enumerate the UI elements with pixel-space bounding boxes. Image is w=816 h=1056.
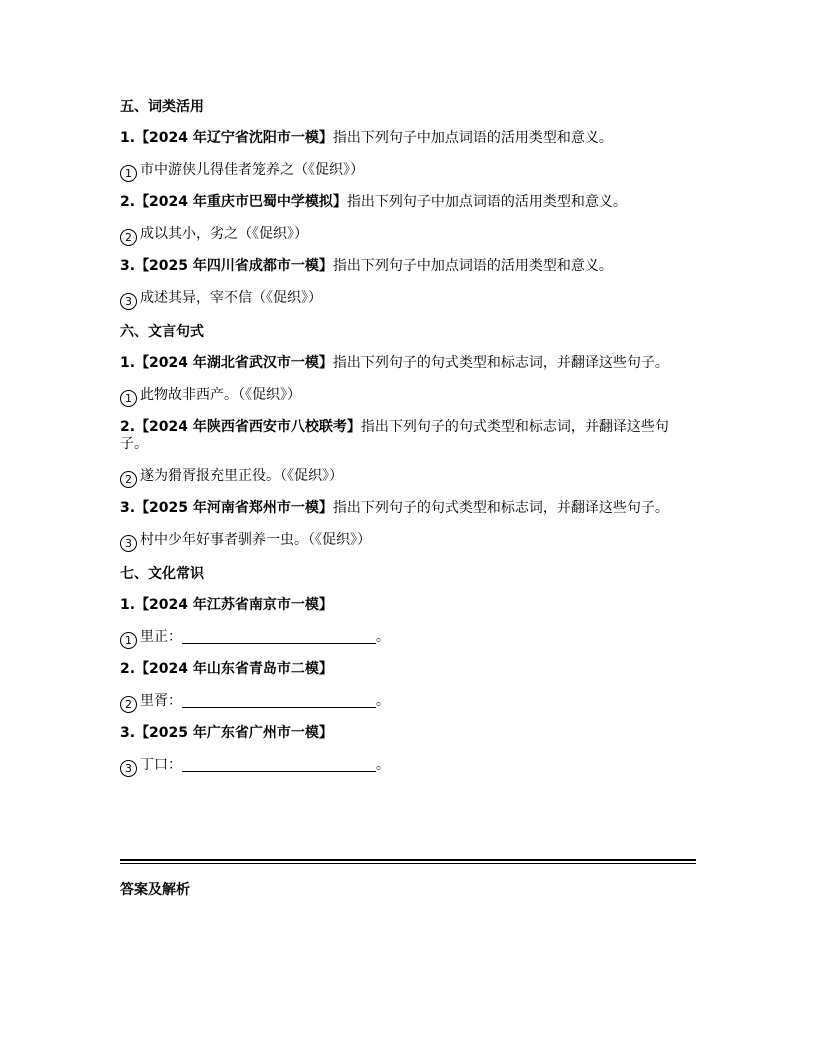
fill-blank-item — [120, 755, 696, 777]
question-5-2 — [120, 194, 696, 211]
question-item — [120, 288, 696, 310]
item-text: 此物故非西产。（《促织》） — [140, 387, 301, 403]
section-heading-word-class: 五、词类活用 — [120, 99, 204, 115]
question-source-tag: 【2024 年山东省青岛市二模】 — [135, 661, 333, 677]
question-number: 1. — [120, 597, 136, 613]
question-6-2 — [120, 419, 696, 453]
item-text: 市中游侠儿得佳者笼养之（《促织》） — [140, 162, 364, 178]
circled-number-icon: 3 — [120, 535, 137, 552]
circled-number-icon: 2 — [120, 229, 137, 246]
question-7-1 — [120, 597, 696, 614]
answer-blank[interactable] — [182, 629, 376, 644]
item-text: 成述其异，宰不信（《促织》） — [140, 290, 322, 306]
item-text: 遂为猾胥报充里正役。（《促织》） — [140, 468, 343, 484]
question-number: 3. — [120, 500, 136, 516]
section-heading-sentence-patterns: 六、文言句式 — [120, 324, 204, 340]
question-number: 1. — [120, 355, 136, 371]
item-text: 村中少年好事者驯养一虫。（《促织》） — [140, 532, 371, 548]
question-number: 2. — [120, 194, 136, 210]
question-5-3 — [120, 258, 696, 275]
question-number: 3. — [120, 725, 136, 741]
question-7-2 — [120, 661, 696, 678]
blank-end-punct: 。 — [376, 693, 390, 709]
answer-section-heading: 答案及解析 — [120, 882, 190, 898]
question-prompt: 指出下列句子中加点词语的活用类型和意义。 — [332, 130, 613, 146]
question-7-3 — [120, 725, 696, 742]
question-source-tag: 【2024 年江苏省南京市一模】 — [135, 597, 333, 613]
answer-blank[interactable] — [182, 757, 376, 772]
blank-end-punct: 。 — [376, 629, 390, 645]
question-number: 3. — [120, 258, 136, 274]
question-source-tag: 【2024 年重庆市巴蜀中学模拟】 — [135, 194, 347, 210]
fill-blank-item — [120, 627, 696, 649]
question-item — [120, 466, 696, 488]
item-text: 成以其小，劣之（《促织》） — [140, 226, 308, 242]
question-item — [120, 160, 696, 182]
term-label: 里正： — [140, 629, 182, 645]
answer-blank[interactable] — [182, 693, 376, 708]
blank-end-punct: 。 — [376, 757, 390, 773]
question-number: 2. — [120, 661, 136, 677]
question-source-tag: 【2024 年湖北省武汉市一模】 — [135, 355, 333, 371]
divider-thick-line — [120, 859, 696, 861]
question-item — [120, 385, 696, 407]
section-heading-cultural-knowledge: 七、文化常识 — [120, 566, 204, 582]
circled-number-icon: 1 — [120, 390, 137, 407]
section-divider — [120, 859, 696, 864]
circled-number-icon: 3 — [120, 293, 137, 310]
question-prompt: 指出下列句子中加点词语的活用类型和意义。 — [346, 194, 627, 210]
question-6-1 — [120, 355, 696, 372]
question-source-tag: 【2025 年广东省广州市一模】 — [135, 725, 333, 741]
question-prompt: 指出下列句子的句式类型和标志词，并翻译这些句子。 — [120, 419, 669, 452]
question-prompt: 指出下列句子的句式类型和标志词，并翻译这些句子。 — [332, 355, 669, 371]
question-source-tag: 【2025 年四川省成都市一模】 — [135, 258, 333, 274]
circled-number-icon: 1 — [120, 632, 137, 649]
question-5-1 — [120, 130, 696, 147]
question-prompt: 指出下列句子中加点词语的活用类型和意义。 — [332, 258, 613, 274]
exercise-page — [120, 97, 696, 789]
term-label: 丁口： — [140, 757, 182, 773]
question-source-tag: 【2024 年陕西省西安市八校联考】 — [135, 419, 361, 435]
question-prompt: 指出下列句子的句式类型和标志词，并翻译这些句子。 — [332, 500, 669, 516]
divider-thin-line — [120, 863, 696, 864]
term-label: 里胥： — [140, 693, 182, 709]
question-number: 2. — [120, 419, 136, 435]
question-item — [120, 224, 696, 246]
question-source-tag: 【2025 年河南省郑州市一模】 — [135, 500, 333, 516]
question-6-3 — [120, 500, 696, 517]
question-source-tag: 【2024 年辽宁省沈阳市一模】 — [135, 130, 333, 146]
circled-number-icon: 2 — [120, 696, 137, 713]
question-item — [120, 530, 696, 552]
circled-number-icon: 1 — [120, 165, 137, 182]
fill-blank-item — [120, 691, 696, 713]
question-number: 1. — [120, 130, 136, 146]
circled-number-icon: 2 — [120, 471, 137, 488]
circled-number-icon: 3 — [120, 760, 137, 777]
